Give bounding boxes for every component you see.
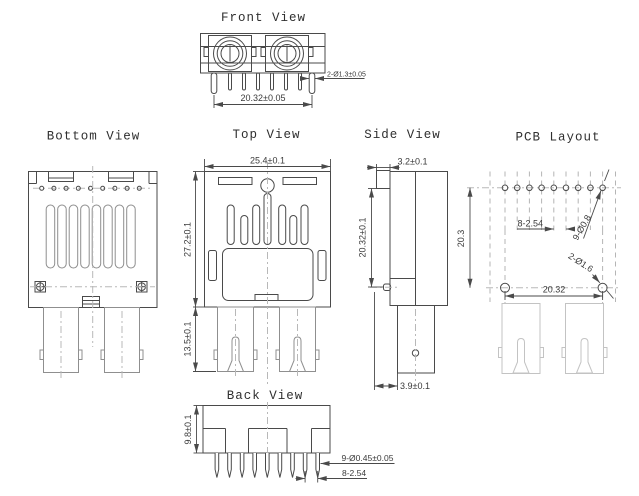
pcb-component-ghost — [499, 304, 608, 374]
bottom-view-title: Bottom View — [46, 129, 141, 144]
top-leg-height-dim: 13.5±0.1 — [182, 321, 193, 357]
top-body-height-dim: 27.2±0.1 — [182, 222, 193, 257]
pcb-hole-span-dim: 20.32 — [542, 284, 566, 295]
side-height-dim: 20.32±0.1 — [357, 217, 368, 258]
side-leg-offset-dim: 3.9±0.1 — [400, 381, 430, 391]
top-view-legs — [214, 307, 319, 372]
front-pin-span-dim: 20.32±0.05 — [240, 93, 286, 103]
back-view-dimensions — [183, 406, 395, 483]
top-view-title: Top View — [232, 128, 301, 142]
top-view — [183, 128, 331, 385]
pcb-layout-title: PCB Layout — [515, 130, 601, 145]
side-view-title: Side View — [364, 128, 441, 142]
bottom-view — [29, 130, 158, 382]
pcb-row-spacing-dim: 20.3 — [456, 229, 466, 248]
bottom-view-legs — [40, 308, 143, 373]
top-width-dim: 25.4±0.1 — [250, 155, 285, 166]
bottom-view-centerlines — [30, 166, 155, 381]
pcb-pin-pitch-dim: 8-2.54 — [517, 218, 544, 229]
front-view-title: Front View — [220, 11, 307, 25]
back-height-dim: 9.8±0.1 — [183, 414, 193, 445]
front-mount-pin-right — [309, 73, 315, 94]
pcb-big-holes-dim: 2-Ø1.6 — [566, 250, 595, 275]
back-view-pins — [215, 453, 319, 478]
side-view — [358, 128, 448, 391]
side-view-body — [377, 171, 448, 374]
back-view-body — [203, 406, 330, 454]
side-view-centerlines — [370, 287, 416, 385]
front-pin-dia-dim: 2-Ø1.3±0.05 — [327, 71, 366, 79]
front-view-body — [201, 34, 326, 74]
front-mount-pin-left — [211, 73, 217, 94]
pcb-outline-dashed — [490, 172, 616, 304]
front-view-dimensions — [214, 72, 366, 109]
back-view-title: Back View — [226, 389, 304, 403]
bottom-view-vent-slots — [46, 205, 135, 268]
front-view-pins — [211, 73, 315, 94]
back-view — [183, 389, 395, 483]
front-view — [201, 11, 366, 108]
back-pin-dia-dim: 9-Ø0.45±0.05 — [341, 453, 394, 463]
back-pin-pitch-dim: 8-2.54 — [342, 468, 367, 478]
pcb-layout-view — [456, 131, 621, 374]
top-view-centerlines — [236, 162, 298, 385]
pcb-dimensions — [456, 170, 614, 301]
side-top-step-dim: 3.2±0.1 — [397, 156, 428, 167]
side-view-dimensions — [358, 157, 430, 392]
pcb-small-holes-dim: 9-Ø0.8 — [570, 213, 593, 242]
